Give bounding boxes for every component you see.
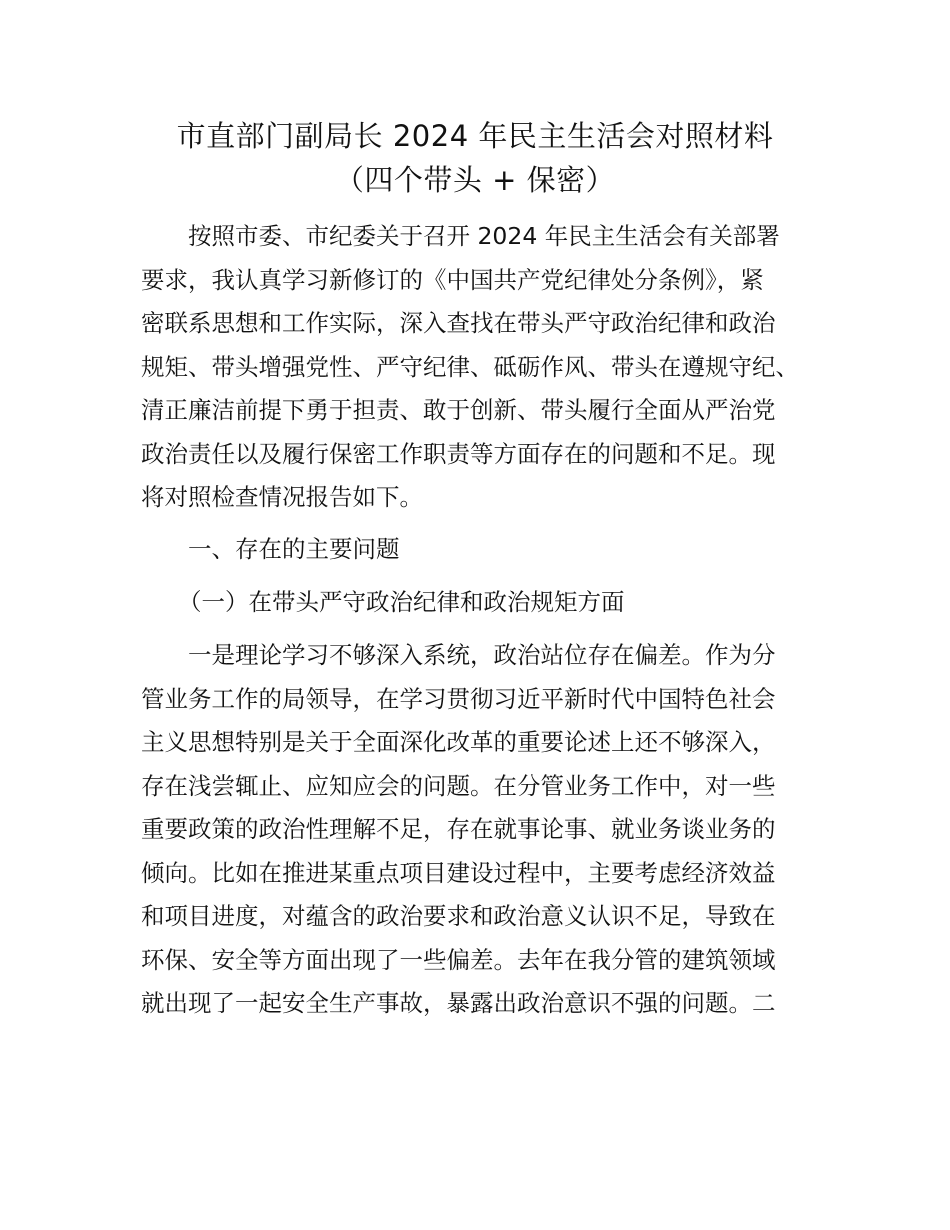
point-paragraph	[141, 634, 831, 1026]
text-line: 一是理论学习不够深入系统，政治站位存在偏差。作为分	[188, 641, 776, 669]
section-heading	[141, 528, 831, 572]
text-line: 政治责任以及履行保密工作职责等方面存在的问题和不足。现	[141, 439, 776, 468]
subsection-heading	[141, 581, 831, 625]
text-line: 清正廉洁前提下勇于担责、敢于创新、带头履行全面从严治党	[141, 396, 776, 424]
section-heading-text: 一、存在的主要问题	[188, 535, 400, 563]
text-line: 规矩、带头增强党性、严守纪律、砥砺作风、带头在遵规守纪、	[141, 352, 799, 381]
text-line: 管业务工作的局领导，在学习贯彻习近平新时代中国特色社会	[141, 684, 776, 713]
text-line: 要求，我认真学习新修订的《中国共产党纪律处分条例》，紧	[141, 265, 764, 294]
text-line: 主义思想特别是关于全面深化改革的重要论述上还不够深入，	[141, 728, 776, 756]
text-line: 重要政策的政治性理解不足，存在就事论事、就业务谈业务的	[141, 815, 776, 843]
text-line: 倾向。比如在推进某重点项目建设过程中，主要考虑经济效益	[141, 858, 776, 887]
subsection-heading-text: （一）在带头严守政治纪律和政治规矩方面	[178, 588, 625, 616]
text-line: 按照市委、市纪委关于召开 2024 年民主生活会有关部署	[188, 222, 780, 250]
text-line: 和项目进度，对蕴含的政治要求和政治意义认识不足，导致在	[141, 902, 776, 930]
text-line: 密联系思想和工作实际，深入查找在带头严守政治纪律和政治	[141, 309, 776, 337]
intro-paragraph	[141, 215, 831, 520]
text-line: 就出现了一起安全生产事故，暴露出政治意识不强的问题。二	[141, 989, 776, 1017]
text-line: 环保、安全等方面出现了一些偏差。去年在我分管的建筑领域	[141, 945, 776, 974]
document-title: 市直部门副局长 2024 年民主生活会对照材料	[176, 119, 774, 153]
document-subtitle: （四个带头 + 保密）	[334, 163, 616, 197]
text-line: 存在浅尝辄止、应知应会的问题。在分管业务工作中，对一些	[141, 771, 776, 800]
text-line: 将对照检查情况报告如下。	[141, 483, 423, 511]
